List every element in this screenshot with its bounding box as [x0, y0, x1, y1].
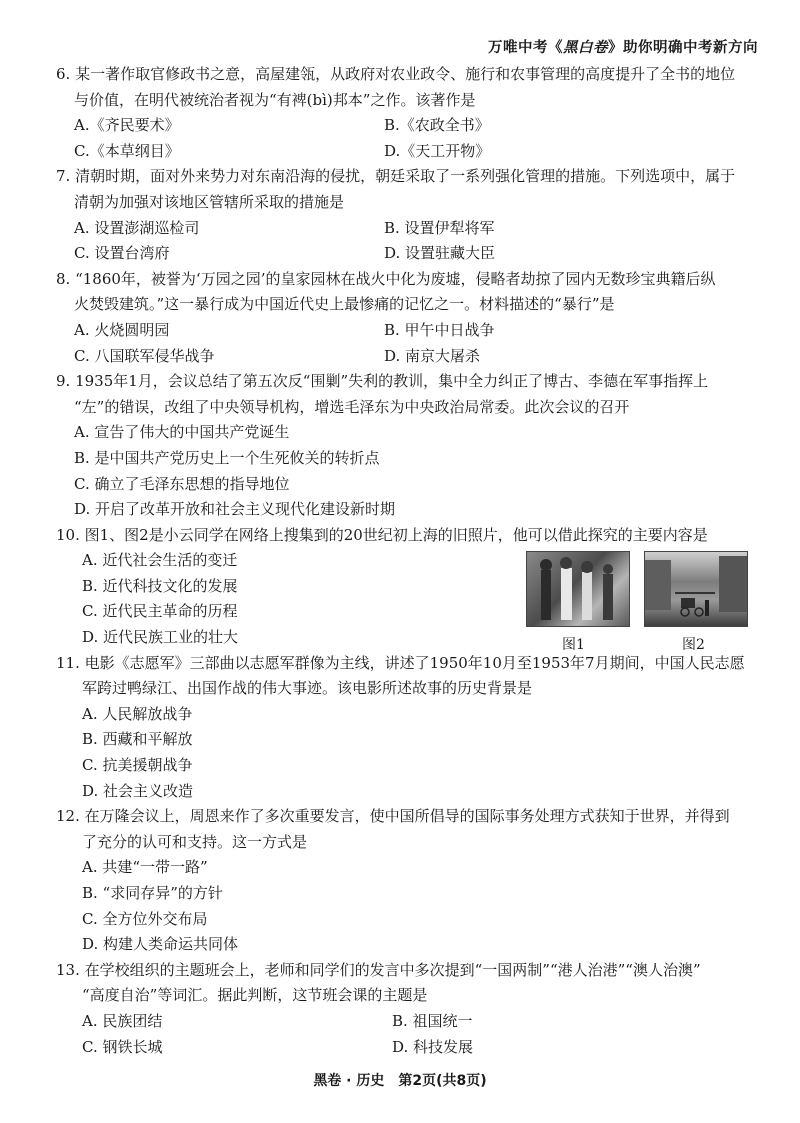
option-c[interactable]: C.《本草纲目》	[74, 141, 180, 160]
stem-line: 7. 清朝时期，面对外来势力对东南沿海的侵扰，朝廷采取了一系列强化管理的措施。下列选项中，属于	[56, 167, 736, 186]
option-a[interactable]: A. 火烧圆明园	[74, 320, 170, 339]
header-brand: 黑白卷	[563, 40, 608, 56]
option-d[interactable]: D. 科技发展	[392, 1037, 474, 1056]
page-header	[488, 36, 758, 57]
question-stem	[56, 62, 756, 113]
question-stem	[56, 267, 756, 318]
page-footer: 黑卷 · 历史 第2页(共8页)	[313, 1073, 487, 1089]
option-b[interactable]: B. “求同存异”的方针	[82, 884, 223, 902]
option-b[interactable]: B. 设置伊犁将军	[384, 218, 495, 237]
stem-line: 10. 图1、图2是小云同学在网络上搜集到的20世纪初上海的旧照片，他可以借此探究的主要内容是	[56, 525, 708, 544]
question-7	[56, 164, 756, 266]
question-11	[56, 651, 756, 805]
stem-line: 了充分的认可和支持。这一方式是	[82, 832, 308, 851]
option-a[interactable]: A. 近代社会生活的变迁	[82, 551, 238, 570]
stem-line: 火焚毁建筑。”这一暴行成为中国近代史上最惨痛的记忆之一。材料描述的“暴行”是	[74, 295, 615, 314]
old-shanghai-photo-2	[644, 551, 748, 627]
stem-line: 清朝为加强对该地区管辖所采取的措施是	[74, 192, 345, 211]
option-d[interactable]: D. 社会主义改造	[82, 781, 194, 800]
question-6	[56, 62, 756, 164]
question-9	[56, 369, 756, 523]
question-stem	[56, 369, 756, 420]
question-stem	[56, 164, 756, 215]
stem-line: 与价值，在明代被统治者视为“有裨(bì)邦本”之作。该著作是	[74, 90, 476, 109]
option-c[interactable]: C. 设置台湾府	[74, 244, 170, 263]
option-c[interactable]: C. 确立了毛泽东思想的指导地位	[74, 474, 290, 493]
stem-line: 13. 在学校组织的主题班会上，老师和同学们的发言中多次提到“一国两制”“港人治港”“澳人治澳”	[56, 960, 701, 979]
old-shanghai-photo-1	[526, 551, 630, 627]
question-stem	[56, 804, 756, 855]
question-12	[56, 804, 756, 958]
stem-line: 6. 某一著作取官修政书之意，高屋建瓴，从政府对农业政令、施行和农事管理的高度提升了全书的地位	[56, 65, 736, 83]
option-b[interactable]: B. 祖国统一	[392, 1011, 473, 1030]
photo-figures	[526, 551, 754, 661]
question-13	[56, 958, 756, 1060]
option-a[interactable]: A. 民族团结	[82, 1011, 163, 1030]
option-c[interactable]: C. 近代民主革命的历程	[82, 602, 238, 621]
question-10	[56, 523, 756, 651]
stem-line: 军跨过鸭绿江、出国作战的伟大事迹。该电影所述故事的历史背景是	[82, 679, 533, 698]
option-c[interactable]: C. 抗美援朝战争	[82, 756, 193, 775]
option-d[interactable]: D. 近代民族工业的壮大	[82, 628, 239, 647]
header-prefix: 万唯中考《	[488, 40, 563, 56]
option-b[interactable]: B. 近代科技文化的发展	[82, 576, 238, 595]
option-d[interactable]: D. 构建人类命运共同体	[82, 935, 239, 954]
option-a[interactable]: A. 共建“一带一路”	[82, 858, 208, 877]
header-suffix: 》助你明确中考新方向	[608, 40, 758, 56]
stem-line: 11. 电影《志愿军》三部曲以志愿军群像为主线，讲述了1950年10月至1953年7月期间，中国人民志愿	[56, 653, 745, 672]
option-a[interactable]: A. 设置澎湖巡检司	[74, 218, 200, 237]
option-b[interactable]: B.《农政全书》	[384, 116, 490, 135]
option-d[interactable]: D.《天工开物》	[384, 141, 491, 160]
option-d[interactable]: D. 开启了改革开放和社会主义现代化建设新时期	[74, 500, 396, 519]
option-d[interactable]: D. 设置驻藏大臣	[384, 244, 496, 263]
option-d[interactable]: D. 南京大屠杀	[384, 346, 481, 365]
question-list	[56, 62, 756, 1060]
option-c[interactable]: C. 全方位外交布局	[82, 909, 208, 928]
option-a[interactable]: A. 宣告了伟大的中国共产党诞生	[74, 423, 290, 442]
stem-line: 12. 在万隆会议上，周恩来作了多次重要发言，使中国所倡导的国际事务处理方式获知于世界，并得到	[56, 807, 730, 826]
option-c[interactable]: C. 钢铁长城	[82, 1037, 163, 1056]
option-b[interactable]: B. 是中国共产党历史上一个生死攸关的转折点	[74, 448, 380, 467]
option-b[interactable]: B. 甲午中日战争	[384, 320, 495, 339]
question-stem	[56, 958, 756, 1009]
option-a[interactable]: A.《齐民要术》	[74, 116, 180, 135]
question-stem	[56, 523, 756, 549]
figure-1-caption: 图1	[562, 636, 585, 653]
option-c[interactable]: C. 八国联军侵华战争	[74, 346, 215, 365]
question-8	[56, 267, 756, 369]
stem-line: 8. “1860年，被誉为‘万园之园’的皇家园林在战火中化为废墟，侵略者劫掠了园内无数珍宝典籍后纵	[56, 269, 716, 288]
option-b[interactable]: B. 西藏和平解放	[82, 730, 193, 749]
stem-line: “左”的错误，改组了中央领导机构，增选毛泽东为中央政治局常委。此次会议的召开	[74, 397, 630, 416]
stem-line: 9. 1935年1月，会议总结了第五次反“围剿”失利的教训，集中全力纠正了博古、李德在军事指挥上	[56, 372, 709, 391]
figure-2-caption: 图2	[682, 636, 705, 653]
stem-line: “高度自治”等词汇。据此判断，这节班会课的主题是	[82, 986, 428, 1005]
option-a[interactable]: A. 人民解放战争	[82, 704, 193, 723]
